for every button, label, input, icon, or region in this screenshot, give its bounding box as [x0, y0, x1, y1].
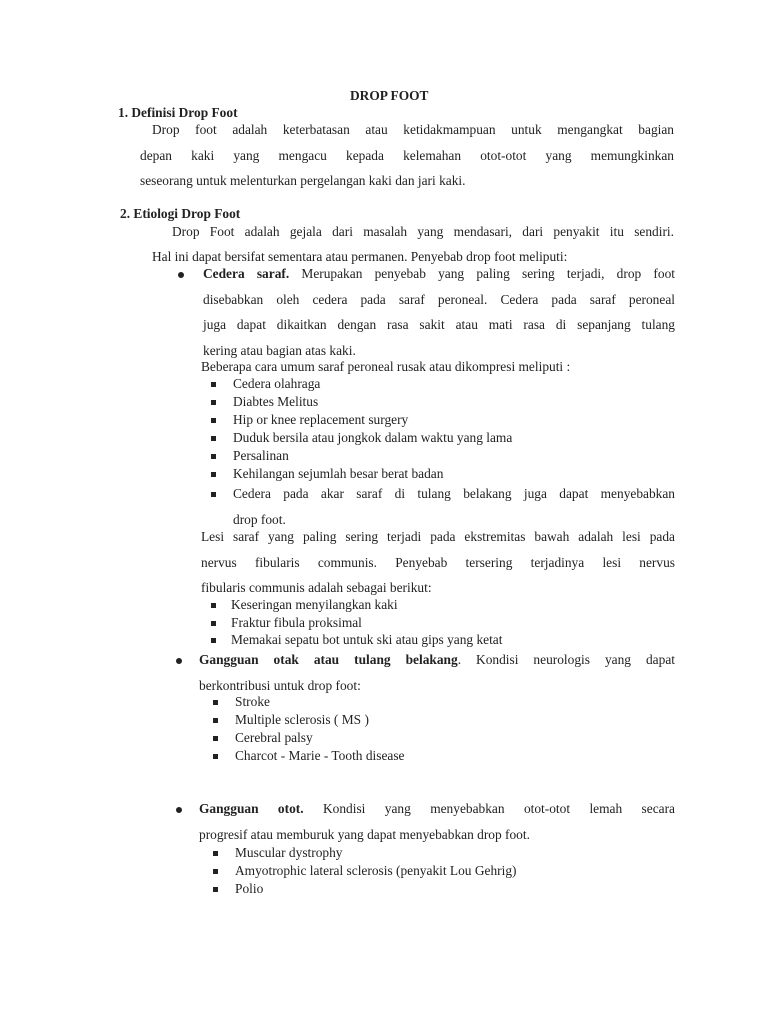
- s1-line-3: seseorang untuk melenturkan pergelangan kaki dan jari kaki.: [140, 173, 466, 188]
- bullet-square: [211, 492, 216, 497]
- bullet-square: [211, 382, 216, 387]
- bullet-square: [213, 754, 218, 759]
- list-item: Diabtes Melitus: [233, 394, 319, 409]
- list-item: Multiple sclerosis ( MS ): [235, 712, 369, 727]
- cedera-line-4: kering atau bagian atas kaki.: [203, 343, 356, 358]
- otak-bold: Gangguan otak atau tulang belakang: [199, 652, 458, 667]
- otot-line-1: [199, 801, 675, 817]
- bullet-square: [213, 736, 218, 741]
- bullet-square: [213, 700, 218, 705]
- cedera-bold: Cedera saraf.: [203, 266, 290, 281]
- bullet-square: [211, 418, 216, 423]
- page-title: DROP FOOT: [350, 88, 429, 103]
- bullet-square: [213, 869, 218, 874]
- bullet-square: [211, 400, 216, 405]
- cedera-line-3: juga dapat dikaitkan dengan rasa sakit atau mati rasa di sepanjang tulang: [203, 317, 675, 332]
- list-item: Charcot - Marie - Tooth disease: [235, 748, 405, 763]
- list-item: Amyotrophic lateral sclerosis (penyakit Lou Gehrig): [235, 863, 517, 878]
- list-item: Stroke: [235, 694, 270, 709]
- bullet-dot: [176, 658, 182, 664]
- otak-line-1-rest: . Kondisi neurologis yang dapat: [457, 652, 675, 667]
- lesi-line-1: Lesi saraf yang paling sering terjadi pada ekstremitas bawah adalah lesi pada: [201, 529, 675, 544]
- list-item: Duduk bersila atau jongkok dalam waktu yang lama: [233, 430, 513, 445]
- list-item: Cedera olahraga: [233, 376, 321, 391]
- list-item: Cerebral palsy: [235, 730, 313, 745]
- list-item: Hip or knee replacement surgery: [233, 412, 409, 427]
- bullet-square: [213, 887, 218, 892]
- list-item: Keseringan menyilangkan kaki: [231, 597, 398, 612]
- bullet-square: [213, 718, 218, 723]
- s1-line-1: Drop foot adalah keterbatasan atau ketidakmampuan untuk mengangkat bagian: [152, 122, 674, 137]
- bullet-square: [211, 472, 216, 477]
- lesi-line-2: nervus fibularis communis. Penyebab tersering terjadinya lesi nervus: [201, 555, 675, 570]
- list-item: Polio: [235, 881, 264, 896]
- otot-line-2: progresif atau memburuk yang dapat menyebabkan drop foot.: [199, 827, 530, 842]
- list-item: Persalinan: [233, 448, 289, 463]
- bullet-square: [211, 436, 216, 441]
- s2-line-2: Hal ini dapat bersifat sementara atau permanen. Penyebab drop foot meliputi:: [152, 249, 568, 264]
- section-1-heading: 1. Definisi Drop Foot: [118, 105, 238, 120]
- s2-line-1: Drop Foot adalah gejala dari masalah yang mendasari, dari penyakit itu sendiri.: [172, 224, 674, 239]
- otot-line-1-rest: Kondisi yang menyebabkan otot-otot lemah secara: [322, 801, 675, 816]
- otak-line-2: berkontribusi untuk drop foot:: [199, 678, 361, 693]
- cedera-line-1: [203, 266, 675, 282]
- bullet-square: [211, 603, 216, 608]
- s1-line-2: depan kaki yang mengacu kepada kelemahan otot-otot yang memungkinkan: [140, 148, 674, 163]
- bullet-square: [211, 621, 216, 626]
- list-item-continuation: drop foot.: [233, 512, 286, 527]
- section-2-heading: 2. Etiologi Drop Foot: [120, 206, 241, 221]
- bullet-square: [211, 454, 216, 459]
- cedera-line-1-rest: Merupakan penyebab yang paling sering terjadi, drop foot: [301, 266, 675, 281]
- list-item: Fraktur fibula proksimal: [231, 615, 362, 630]
- cedera-line-2: disebabkan oleh cedera pada saraf peroneal. Cedera pada saraf peroneal: [203, 292, 675, 307]
- bullet-square: [213, 851, 218, 856]
- bullet-dot: [178, 272, 184, 278]
- list-item: Cedera pada akar saraf di tulang belakang juga dapat menyebabkan: [233, 486, 675, 501]
- list-item: Memakai sepatu bot untuk ski atau gips yang ketat: [231, 632, 503, 647]
- cedera-list-intro: Beberapa cara umum saraf peroneal rusak atau dikompresi meliputi :: [201, 359, 571, 374]
- bullet-dot: [176, 807, 182, 813]
- otak-line-1: [199, 652, 675, 668]
- list-item: Muscular dystrophy: [235, 845, 343, 860]
- lesi-line-3: fibularis communis adalah sebagai berikut:: [201, 580, 432, 595]
- bullet-square: [211, 638, 216, 643]
- otot-bold: Gangguan otot.: [199, 801, 304, 816]
- list-item: Kehilangan sejumlah besar berat badan: [233, 466, 444, 481]
